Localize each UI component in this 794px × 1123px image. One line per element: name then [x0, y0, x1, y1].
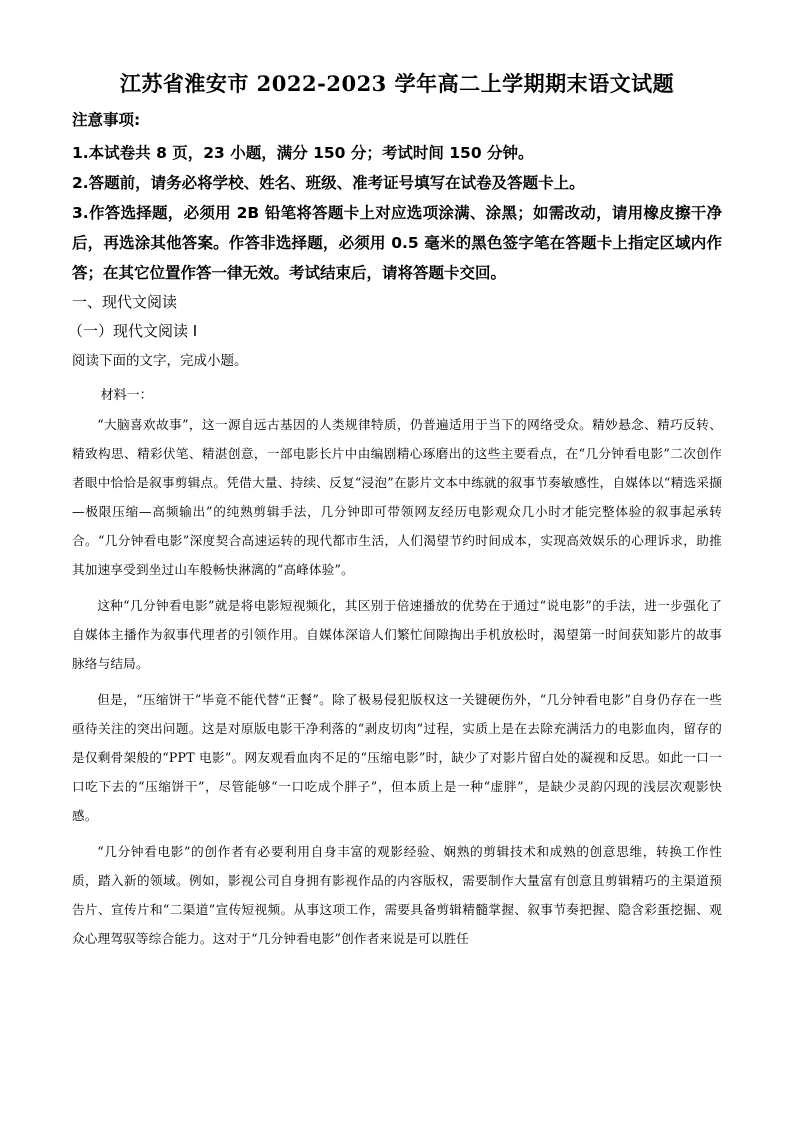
- note-item: 2.答题前，请务必将学校、姓名、班级、准考证号填写在试卷及答题卡上。: [72, 174, 585, 192]
- section-heading: 一、现代文阅读: [72, 293, 178, 311]
- reading-instruction: 阅读下面的文字，完成小题。: [72, 353, 248, 369]
- passage-paragraph: “大脑喜欢故事”，这一源自远古基因的人类规律特质，仍普遍适用于当下的网络受众。精妙悬念、精巧反转、精致构思、精彩伏笔、精湛创意，一部电影长片中由编剧精心琢磨出的这些主要看点，在“几分钟看电影”二次创作者眼中恰恰是叙事剪辑点。凭借大量、持续、反复“浸泡”在影片文本中练就的叙事节奏敏感性，自媒体以“精选采撷—极限压缩—高频输出”的纯熟剪辑手法，几分钟即可带领网友经历电影观众几小时才能完整体验的叙事起承转合。“几分钟看电影”深度契合高速运转的现代都市生活，人们渴望节约时间成本，实现高效娱乐的心理诉求，助推其加速享受到坐过山车般畅快淋漓的“高峰体验”。: [72, 417, 722, 577]
- material-label: 材料一：: [100, 388, 153, 403]
- passage-paragraph: “几分钟看电影”的创作者有必要利用自身丰富的观影经验、娴熟的剪辑技术和成熟的创意思维，转换工作性质，踏入新的领域。例如，影视公司自身拥有影视作品的内容版权，需要制作大量富有创意且剪辑精巧的主渠道预告片、宣传片和“二渠道”宣传短视频。从事这项工作，需要具备剪辑精髓掌握、叙事节奏把握、隐含彩蛋挖掘、观众心理驾驭等综合能力。这对于“几分钟看电影”创作者来说是可以胜任: [72, 844, 722, 946]
- page-title: 江苏省淮安市 2022-2023 学年高二上学期期末语文试题: [119, 71, 675, 96]
- passage-paragraph: 这种“几分钟看电影”就是将电影短视频化，其区别于倍速播放的优势在于通过“说电影”的手法，进一步强化了自媒体主播作为叙事代理者的引领作用。自媒体深谙人们繁忙间隙掏出手机放松时，渴望第一时间获知影片的故事脉络与结局。: [72, 598, 722, 671]
- notes-heading: 注意事项:: [72, 111, 141, 129]
- subsection-heading: （一）现代文阅读 I: [68, 322, 198, 340]
- passage-paragraph: 但是，“压缩饼干”毕竟不能代替“正餐”。除了极易侵犯版权这一关键硬伤外，“几分钟看电影”自身仍存在一些亟待关注的突出问题。这是对原版电影干净利落的“剥皮切肉”过程，实质上是在去除充满活力的电影血肉，留存的是仅剩骨架般的“PPT 电影”。网友观看血肉不足的“压缩电影”时，缺少了对影片留白处的凝视和反思。如此一口一口吃下去的“压缩饼干”，尽管能够“一口吃成个胖子”，但本质上是一种“虚胖”，是缺少灵韵闪现的浅层次观影快感。: [72, 692, 722, 823]
- note-item: 1.本试卷共 8 页，23 小题，满分 150 分；考试时间 150 分钟。: [72, 144, 534, 162]
- note-item: 3.作答选择题，必须用 2B 铅笔将答题卡上对应选项涂满、涂黑；如需改动，请用橡皮擦干净后，再选涂其他答案。作答非选择题，必须用 0.5 毫米的黑色签字笔在答题卡上指定区域内作答；在其它位置作答一律无效。考试结束后，请将答题卡交回。: [72, 204, 722, 282]
